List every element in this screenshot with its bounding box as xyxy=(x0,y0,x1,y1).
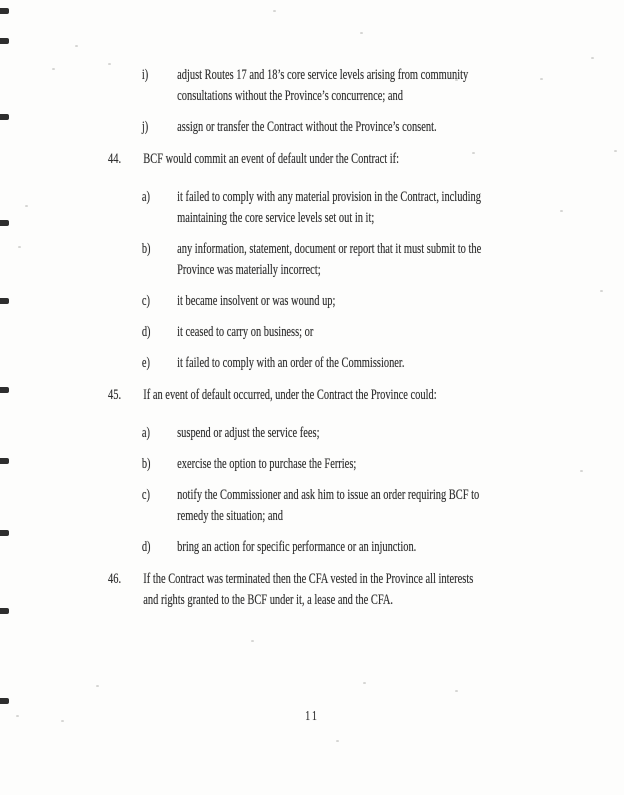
scan-speck xyxy=(363,682,366,684)
scan-speck xyxy=(360,32,363,34)
scan-edge-mark xyxy=(0,608,9,614)
scan-edge-mark xyxy=(0,698,9,704)
scan-speck xyxy=(75,45,78,47)
text-line: exercise the option to purchase the Ferries; xyxy=(177,456,357,472)
text-line: adjust Routes 17 and 18’s core service levels arising from community xyxy=(177,67,469,83)
scan-edge-mark xyxy=(0,387,9,393)
scan-speck xyxy=(591,57,594,59)
text-line: BCF would commit an event of default under the Contract if: xyxy=(143,151,400,167)
scan-speck xyxy=(336,740,339,742)
scan-speck xyxy=(25,205,28,207)
item-text xyxy=(177,117,436,138)
item-label: e) xyxy=(141,355,150,371)
list-item xyxy=(0,454,624,475)
list-item xyxy=(0,569,624,611)
scan-speck xyxy=(18,246,21,248)
scan-edge-mark xyxy=(0,8,9,14)
item-text xyxy=(177,485,479,527)
scan-speck xyxy=(61,720,64,722)
scan-edge-mark xyxy=(0,220,9,226)
item-label: a) xyxy=(141,189,150,205)
item-label: b) xyxy=(141,456,151,472)
item-text xyxy=(177,65,468,107)
item-label: j) xyxy=(141,119,149,135)
text-line: suspend or adjust the service fees; xyxy=(177,425,320,441)
scan-edge-mark xyxy=(0,114,9,120)
item-label: b) xyxy=(141,241,151,257)
item-text xyxy=(177,423,319,444)
list-item xyxy=(0,239,624,281)
text-line: it became insolvent or was wound up; xyxy=(177,293,336,309)
list-item xyxy=(0,423,624,444)
item-text xyxy=(177,353,404,374)
text-line: it failed to comply with an order of the Commissioner. xyxy=(177,355,405,371)
text-line: assign or transfer the Contract without the Province’s consent. xyxy=(177,119,437,135)
item-label: c) xyxy=(141,487,150,503)
list-item xyxy=(0,291,624,312)
text-line: consultations without the Province’s concurrence; and xyxy=(177,88,403,104)
scan-speck xyxy=(251,640,254,642)
item-label: d) xyxy=(141,324,151,340)
scan-speck xyxy=(455,690,458,692)
list-item xyxy=(0,187,624,229)
list-item xyxy=(0,353,624,374)
scan-speck xyxy=(108,63,111,65)
item-text xyxy=(143,569,473,611)
text-line: remedy the situation; and xyxy=(177,508,283,524)
scan-speck xyxy=(472,152,475,154)
text-line: notify the Commissioner and ask him to issue an order requiring BCF to xyxy=(177,487,480,503)
scan-speck xyxy=(600,290,603,292)
text-line: Province was materially incorrect; xyxy=(177,262,321,278)
scan-speck xyxy=(16,715,19,717)
item-label: i) xyxy=(141,67,149,83)
item-label: 46. xyxy=(108,571,122,587)
scan-speck xyxy=(273,10,276,12)
item-text xyxy=(177,291,335,312)
text-line: it ceased to carry on business; or xyxy=(177,324,314,340)
item-text xyxy=(177,537,416,558)
scan-speck xyxy=(614,150,617,152)
item-text xyxy=(177,239,481,281)
text-line: any information, statement, document or report that it must submit to the xyxy=(177,241,482,257)
list-item xyxy=(0,117,624,138)
item-text xyxy=(143,149,399,170)
page-number: 11 xyxy=(305,708,319,723)
text-line: If an event of default occurred, under the Contract the Province could: xyxy=(143,387,437,403)
item-label: d) xyxy=(141,539,151,555)
item-label: c) xyxy=(141,293,150,309)
item-text xyxy=(177,454,356,475)
scan-edge-mark xyxy=(0,458,9,464)
item-label: a) xyxy=(141,425,150,441)
item-text xyxy=(177,187,481,229)
scan-speck xyxy=(560,210,563,212)
scan-speck xyxy=(96,685,99,687)
item-text xyxy=(143,385,436,406)
scan-speck xyxy=(52,68,55,70)
item-text xyxy=(177,322,313,343)
list-item xyxy=(0,322,624,343)
text-line: and rights granted to the BCF under it, a lease and the CFA. xyxy=(143,592,394,608)
page-footer xyxy=(0,705,624,726)
text-line: bring an action for specific performance or an injunction. xyxy=(177,539,417,555)
list-item xyxy=(0,385,624,406)
list-item xyxy=(0,65,624,107)
list-item xyxy=(0,149,624,170)
scan-speck xyxy=(540,78,543,80)
scan-edge-mark xyxy=(0,298,9,304)
text-line: If the Contract was terminated then the CFA vested in the Province all interests xyxy=(143,571,474,587)
text-line: it failed to comply with any material provision in the Contract, including xyxy=(177,189,481,205)
scan-speck xyxy=(320,122,323,124)
text-line: maintaining the core service levels set out in it; xyxy=(177,210,375,226)
item-label: 45. xyxy=(108,387,122,403)
list-item xyxy=(0,537,624,558)
scan-edge-mark xyxy=(0,38,9,44)
item-label: 44. xyxy=(108,151,122,167)
scan-speck xyxy=(455,79,458,81)
list-item xyxy=(0,485,624,527)
scan-speck xyxy=(580,470,583,472)
scan-edge-mark xyxy=(0,530,9,536)
